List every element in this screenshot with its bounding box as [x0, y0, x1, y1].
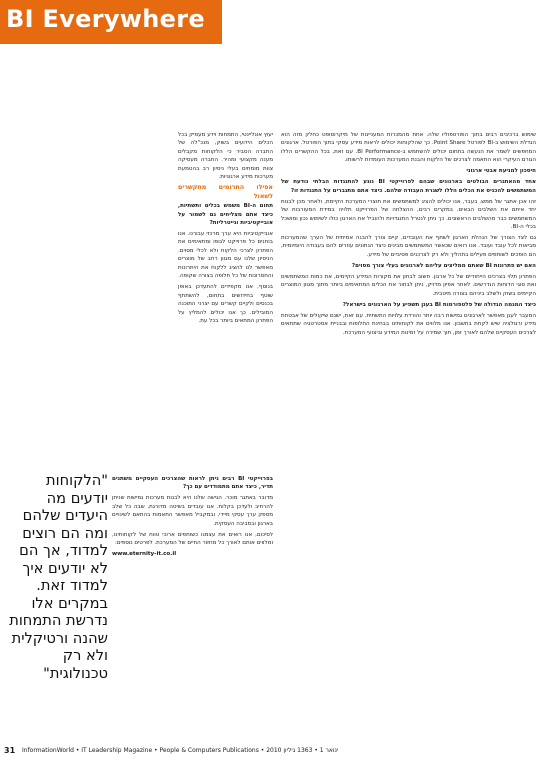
page-banner	[0, 0, 222, 44]
article-paragraph: זהו אכן אתגר של ממש. בעבר, אנו יכולים להציג למשתמשים את תוצרי המערכת הקיימת, ולאחר מכן לבנות יחד איתם את השלבים הבאים. במקרים רבים, ההצלחה של הפרוייקט תלויה במידת המעורבות של המשתמשים כבר מהשלבים הראשונים. כך ניתן לנטרל התנגדויות ולהוביל את הארגון כולו לשימוש נכון ומושכל בכלי ה-BI.	[281, 198, 536, 231]
footer-publication-line: InformationWorld • IT Leadership Magazine • People & Computers Publications • 2010 ינואר 1 • 1363 גיליון	[22, 747, 339, 754]
article-paragraph: המעבר לענן מאפשר לארגונים גמישות רבה יותר והורדת עלויות התשתית. עם זאת, ישנם שיקולים של אבטחת מידע ורגולציה שיש לקחת בחשבון. אנו מלווים את לקוחותינו בבחינת החלופות ובבניית אסטרטגיה שתתאים לצרכים העסקיים שלהם לאורך זמן, תוך שמירה על זמינות המידע וביצועי המערכת.	[281, 312, 536, 336]
article-paragraph: מדובר באתגר מוכר. הגישה שלנו היא לבנות מערכות גמישות שניתן להרחיב ולעדכן בקלות. אנו עובדים בשיטה מדורגת, שבה כל שלב מספק ערך עסקי מיידי, ובמקביל מאפשר התאמות בהתאם לשינויים בארגון ובסביבה העסקית.	[112, 495, 273, 527]
article-column-left-bottom	[112, 475, 273, 740]
article-paragraph: שימוש ברכיבים רבים בתוך הפורטפוליו שלה. אחת מהמכרות המעניינות של מיקרוסופט כחלק מזה הוא הגדלת השימוש ב-BI לפורטל Point Share. כך שהלקוחות יכולים לראות מידע עסקי בתוך הפורטל. ארגונים המחפשים לשמר את הנעשה בתחום יכולים להשתמש ב-BI Performance. עם זאת, בכל ההקשרים הללו הגורם העיקרי הוא התאמה לצרכים של הלקוח והבנת המערכות העומדות לרשותו.	[281, 132, 536, 164]
article-column-right	[281, 131, 536, 739]
article-subheading: תחום ה-BI משמש בכלים ותשתיות, כיצד אתם מצליחים גם לשמור על אובייקטיביות ונייטרליות?	[178, 203, 273, 227]
article-subheading: אפילו התרומים מתקשרים לשאול	[178, 184, 273, 200]
article-subheading: כיצד המגמה הגדולה של פלטפורמות BI בענן תשפיע על הארגונים בישראל?	[342, 301, 536, 308]
page-number: 31	[4, 746, 16, 755]
article-paragraph: לסיכום, אנו רואים את עצמנו כשותפים ארוכי טווח של לקוחותינו, ומלווים אותם לאורך כל מחזור החיים של המערכת. לפרטים נוספים:	[112, 531, 273, 547]
article-subheading: אחד מהאתגרים הבולטים בארגונים שבהם לפרוייקטי BI נוגע להתנגדות הבלתי נודעת של המשתמשים להכניס את הכלים הללו לשגרת העבודה שלהם. כיצד אתם מתגברים על התנגדות זו?	[281, 179, 536, 194]
article-subheading: האם יש פתרונות BI שאתם ממליצים עליהם לארגונים בעלי צורך מסוים?	[351, 262, 536, 269]
banner-title: BI Everywhere	[6, 5, 205, 33]
pull-quote: "הלקוחות יודעים מה היעדים שלהם ומה הם רוצים למדוד, אך הם לא יודעים איך למדוד זאת. במקרים אלו נדרשת התמחות שהנה ורטיקלית ולא רק טכנולוגית"	[9, 472, 108, 682]
article-paragraph: יעוץ אונליינטי, התמחות וידע מעמיק בכל הכלים הידועים בשוק, מנכ"לה של החברה הסביר כי הלקוחות מקבלים מענה מקצועי ומהיר. החברה מעסיקה צוות מומחים בעלי ניסיון רב בהטמעת מערכות מידע ארגוניות.	[178, 132, 273, 181]
article-subheading: חיסכון למניעת אבטי ארגוני	[466, 168, 536, 175]
website-url: www.eternity-it.co.il	[112, 551, 177, 558]
article-subheading: בפרוייקטי BI רבים ניתן לראות שהצרכים העסקיים משתנים תדיר, כיצד אתם מתמודדים עם כך?	[112, 476, 273, 491]
article-paragraph: אובייקטיביות היא ערך מרכזי עבורנו. אנו בוחנים כל פרוייקט לגופו ומתאימים את הפתרון לצרכי הלקוח ולא לכלי מסוים. הניסיון שלנו עם מגוון רחב של מוצרים מאפשר לנו להציג ללקוח את היתרונות והחסרונות של כל חלופה בצורה שקופה.	[178, 230, 273, 280]
article-paragraph: הפתרון תלוי בצרכים הייחודיים של כל ארגון. חשוב לבחון את מקורות המידע הקיימים, את כמות המשתמשים ואת סוגי הדוחות הנדרשים. לאחר אפיון מדויק, ניתן לבחור את הכלים המתאימים ביותר מתוך מגוון המוצרים הקיימים בשוק ולשלב ביניהם בצורה מיטבית.	[281, 273, 536, 297]
article-paragraph: גם לצד הצורך של הנהלת הארגון לשתף את העובדים, קיים צורך להבנה אמיתית של הערך שהמערכות מביאות לכל עובד ועובד. אנו רואים שכאשר המשתמשים מבינים כיצד הנתונים עוזרים להם בעבודה היומיומית, הם הופכים לשותפים פעילים בתהליך ולא רק לצרכנים פסיביים של מידע.	[281, 234, 536, 258]
article-paragraph: בנוסף, אנו מקפידים להתעדכן באופן שוטף בחידושים בתחום, להשתתף בכנסים ולקיים קשרים עם יצרני התוכנה המובילים. כך אנו יכולים להמליץ על הפתרון המתאים ביותר בכל עת.	[178, 284, 273, 325]
page-footer	[0, 742, 547, 762]
